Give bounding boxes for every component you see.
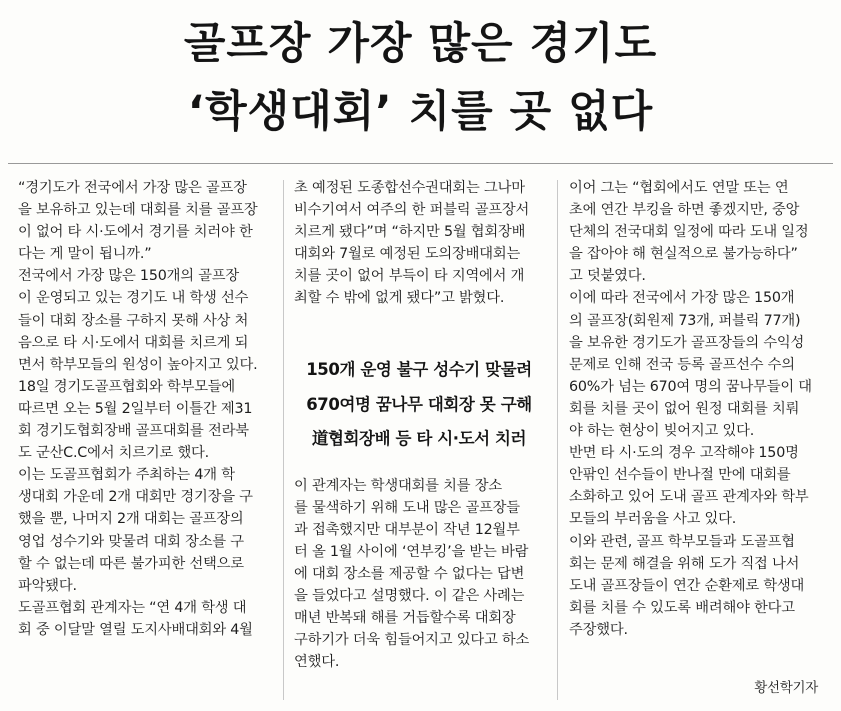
text-line: 반면 타 시·도의 경우 고작해야 150명 <box>569 445 799 462</box>
text-line: 음으로 타 시·도에서 대회를 치르게 되 <box>18 334 249 351</box>
text-line: 구하기가 더욱 힘들어지고 있다고 하소 <box>294 632 530 649</box>
text-line: 주장했다. <box>569 621 628 638</box>
text-line: 을 보유한 경기도가 골프장들의 수익성 <box>569 334 805 351</box>
text-line: 연했다. <box>294 654 340 671</box>
text-line: 도 군산C.C에서 치르기로 했다. <box>18 445 210 462</box>
text-line: “경기도가 전국에서 가장 많은 골프장 <box>18 180 247 196</box>
text-line: 했을 뿐, 나머지 2개 대회는 골프장의 <box>18 511 244 528</box>
text-line: 소화하고 있어 도내 골프 관계자와 학부 <box>569 489 809 506</box>
text-line: 단체의 전국대회 일정에 따라 도내 일정 <box>569 224 809 241</box>
text-line: 할 수 없는데 따른 불가피한 선택으로 <box>18 555 244 572</box>
text-line: 이어 그는 “협회에서도 연말 또는 연 <box>569 180 789 196</box>
text-line: 문제로 인해 전국 등록 골프선수 수의 <box>569 356 795 373</box>
text-line: 이와 관련, 골프 학부모들과 도골프협 <box>569 533 795 550</box>
text-line: 회 경기도협회장배 골프대회를 전라북 <box>18 423 249 440</box>
text-line: 최할 수 밖에 없게 됐다”고 밝혔다. <box>294 290 505 307</box>
text-line: 고 덧붙였다. <box>569 268 646 285</box>
text-line: 모들의 부러움을 사고 있다. <box>569 511 737 528</box>
subheadline <box>294 353 544 457</box>
text-line: 회 중 이달말 열릴 도지사배대회와 4월 <box>18 621 253 638</box>
column-divider <box>557 180 558 700</box>
text-line: 치르게 됐다”며 “하지만 5월 협회장배 <box>294 224 526 241</box>
text-line: 이 관계자는 학생대회를 치를 장소 <box>294 477 502 494</box>
text-line: 도골프협회 관계자는 “연 4개 학생 대 <box>18 599 247 616</box>
text-line: 회를 치를 곳이 없어 원정 대회를 치뤄 <box>569 400 800 417</box>
text-line: 이에 따라 전국에서 가장 많은 150개 <box>569 290 795 307</box>
text-line: 을 잡아야 해 현실적으로 불가능하다” <box>569 246 798 263</box>
text-line: 영업 성수기와 맞물려 대회 장소를 구 <box>18 533 244 550</box>
text-line: 60%가 넘는 670여 명의 꿈나무들이 대 <box>569 378 812 395</box>
text-line: 道협회장배 등 타 시·도서 치러 <box>311 429 527 448</box>
text-line: 면서 학부모들의 원성이 높아지고 있다. <box>18 356 258 373</box>
text-line: 이는 도골프협회가 주최하는 4개 학 <box>18 467 235 484</box>
text-line: 비수기여서 여주의 한 퍼블릭 골프장서 <box>294 202 530 219</box>
text-line: 따르면 오는 5월 2일부터 이틀간 제31 <box>18 400 253 417</box>
text-line: 에 대회 장소를 제공할 수 없다는 답변 <box>294 565 525 582</box>
text-line: 들이 대회 장소를 구하지 못해 사상 처 <box>18 312 249 329</box>
text-line: 도내 골프장들이 연간 순환제로 학생대 <box>569 577 805 594</box>
text-line: 대회와 7월로 예정된 도의장배대회는 <box>294 246 521 263</box>
text-line: 을 보유하고 있는데 대회를 치를 골프장 <box>18 202 258 219</box>
text-line: 생대회 가운데 2개 대회만 경기장을 구 <box>18 489 253 506</box>
text-line: 를 물색하기 위해 도내 많은 골프장들 <box>294 499 520 516</box>
byline: 황선학기자 <box>754 680 818 696</box>
header-divider <box>8 163 833 164</box>
column-2-bottom <box>294 475 544 674</box>
text-line: 이 없어 타 시·도에서 경기를 치러야 한 <box>18 224 253 241</box>
text-line: 매년 반복돼 해를 거듭할수록 대회장 <box>294 610 516 627</box>
text-line: 회는 문제 해결을 위해 도가 직접 나서 <box>569 555 800 572</box>
text-line: 670여명 꿈나무 대회장 못 구해 <box>306 394 532 414</box>
text-line: 전국에서 가장 많은 150개의 골프장 <box>18 268 240 285</box>
text-line: 회를 치를 수 있도록 배려해야 한다고 <box>569 599 795 616</box>
text-line: 파악됐다. <box>18 577 77 594</box>
text-line: 150개 운영 불구 성수기 맞물려 <box>306 360 532 379</box>
text-line: 초에 연간 부킹을 하면 좋겠지만, 중앙 <box>569 202 800 219</box>
headline-line-2: ‘학생대회’ 치를 곳 없다 <box>187 87 654 137</box>
article-column-1 <box>18 177 276 641</box>
text-line: 초 예정된 도종합선수권대회는 그나마 <box>294 180 525 196</box>
headline-line-1: 골프장 가장 많은 경기도 <box>183 19 658 69</box>
text-line: 을 들었다고 설명했다. 이 같은 사례는 <box>294 588 525 605</box>
text-line: 다는 게 말이 됩니까.” <box>18 246 152 263</box>
text-line: 과 접촉했지만 대부분이 작년 12월부 <box>294 521 520 538</box>
column-divider <box>283 180 284 700</box>
column-2-top <box>294 177 544 310</box>
text-line: 터 올 1월 사이에 ‘연부킹’을 받는 바람 <box>294 543 529 560</box>
text-line: 치를 곳이 없어 부득이 타 지역에서 개 <box>294 268 525 285</box>
text-line: 의 골프장(회원제 73개, 퍼블릭 77개) <box>569 312 801 329</box>
text-line: 안팎인 선수들이 반나절 만에 대회를 <box>569 467 791 484</box>
text-line: 이 운영되고 있는 경기도 내 학생 선수 <box>18 290 249 307</box>
article-column-3 <box>569 177 831 641</box>
text-line: 18일 경기도골프협회와 학부모들에 <box>18 378 236 395</box>
text-line: 야 하는 현상이 빚어지고 있다. <box>569 423 755 440</box>
